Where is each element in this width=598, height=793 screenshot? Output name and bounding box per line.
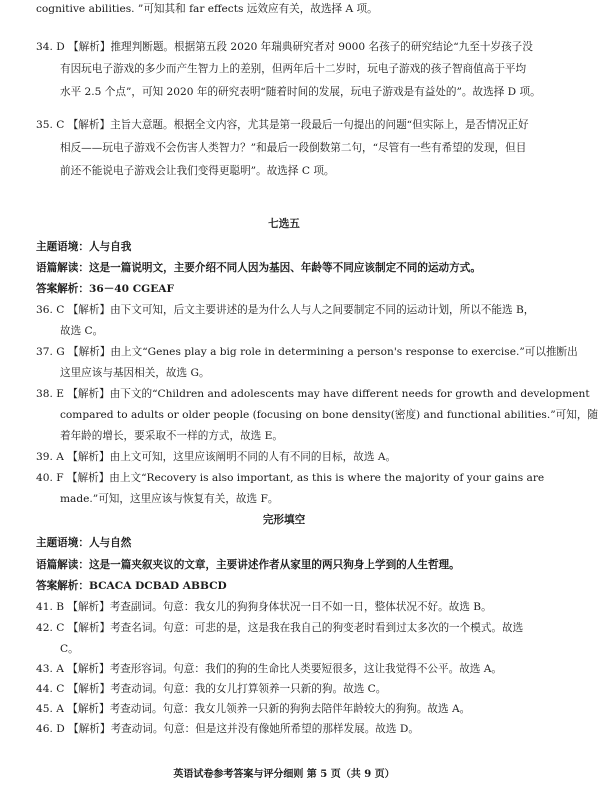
- answer-42: 42. C 【解析】考查名词。句意：可悲的是，这是我在我自己的狗变老时看到过太多次的一个模式。故选: [36, 622, 524, 634]
- text-line: 前还不能说电子游戏会让我们变得更聪明”。故选择 C 项。: [60, 165, 335, 177]
- text-line: 这里应该与基因相关，故选 G。: [60, 367, 210, 379]
- answer-34: 34. D 【解析】推理判断题。根据第五段 2020 年瑞典研究者对 9000 名孩子的研究结论“九至十岁孩子没: [36, 41, 533, 53]
- answer-37: 37. G 【解析】由上文“Genes play a big role in determining a person's response to exercise.”可以推断出: [36, 346, 578, 358]
- section-title-seven-choose-five: 七选五: [268, 218, 300, 230]
- answer-list: 答案解析：36－40 CGEAF: [36, 283, 175, 295]
- answer-46: 46. D 【解析】考查动词。句意：但是这并没有像她所希望的那样发展。故选 D。: [36, 723, 419, 735]
- text-line: 故选 C。: [60, 325, 104, 337]
- answer-44: 44. C 【解析】考查动词。句意：我的女儿打算领养一只新的狗。故选 C。: [36, 683, 387, 695]
- text-line: 水平 2.5 个点”，可知 2020 年的研究表明“随着时间的发展，玩电子游戏是有益处的”。故选择 D 项。: [60, 86, 541, 98]
- text-line: made.”可知，这里应该与恢复有关，故选 F。: [60, 493, 279, 505]
- text-line: cognitive abilities. ”可知其和 far effects 远效应有关，故选择 A 项。: [36, 3, 378, 15]
- text-line: C。: [60, 643, 79, 655]
- text-line: 着年龄的增长，要采取不一样的方式，故选 E。: [60, 430, 283, 442]
- answer-list: 答案解析：BCACA DCBAD ABBCD: [36, 580, 227, 592]
- answer-43: 43. A 【解析】考查形容词。句意：我们的狗的生命比人类要短很多，这让我觉得不公平。故选 A。: [36, 663, 502, 675]
- section-title-cloze: 完形填空: [262, 514, 306, 526]
- page-footer: 英语试卷参考答案与评分细则 第 5 页（共 9 页）: [173, 769, 395, 780]
- answer-41: 41. B 【解析】考查副词。句意：我女儿的狗狗身体状况一日不如一日，整体状况不好。故选 B。: [36, 601, 492, 613]
- text-line: 相反——玩电子游戏不会伤害人类智力？”和最后一段倒数第二句，“尽管有一些有希望的发现，但目: [60, 142, 527, 154]
- text-line: compared to adults or older people (focusing on bone density(密度) and functional abilities.”可知，随: [60, 409, 598, 421]
- answer-45: 45. A 【解析】考查动词。句意：我女儿领养一只新的狗狗去陪伴年龄较大的狗狗。故选 A。: [36, 703, 471, 715]
- answer-35: 35. C 【解析】主旨大意题。根据全文内容，尤其是第一段最后一句提出的问题“但实际上，是否情况正好: [36, 119, 529, 131]
- answer-39: 39. A 【解析】由上文可知，这里应该阐明不同的人有不同的目标，故选 A。: [36, 451, 397, 463]
- passage-summary: 语篇解读：这是一篇说明文，主要介绍不同人因为基因、年龄等不同应该制定不同的运动方式。: [36, 262, 481, 274]
- theme-context: 主题语境：人与自我: [36, 241, 132, 253]
- answer-36: 36. C 【解析】由下文可知，后文主要讲述的是为什么人与人之间要制定不同的运动计划，所以不能选 B，: [36, 304, 535, 316]
- text-line: 有因玩电子游戏的多少而产生智力上的差别，但两年后十二岁时，玩电子游戏的孩子智商值高于平均: [60, 63, 527, 75]
- answer-38: 38. E 【解析】由下文的“Children and adolescents may have different needs for growth and development: [36, 388, 590, 400]
- passage-summary: 语篇解读：这是一篇夹叙夹议的文章，主要讲述作者从家里的两只狗身上学到的人生哲理。: [36, 559, 460, 571]
- answer-40: 40. F 【解析】由上文“Recovery is also important, as this is where the majority of your gains are: [36, 472, 545, 484]
- theme-context: 主题语境：人与自然: [36, 537, 132, 549]
